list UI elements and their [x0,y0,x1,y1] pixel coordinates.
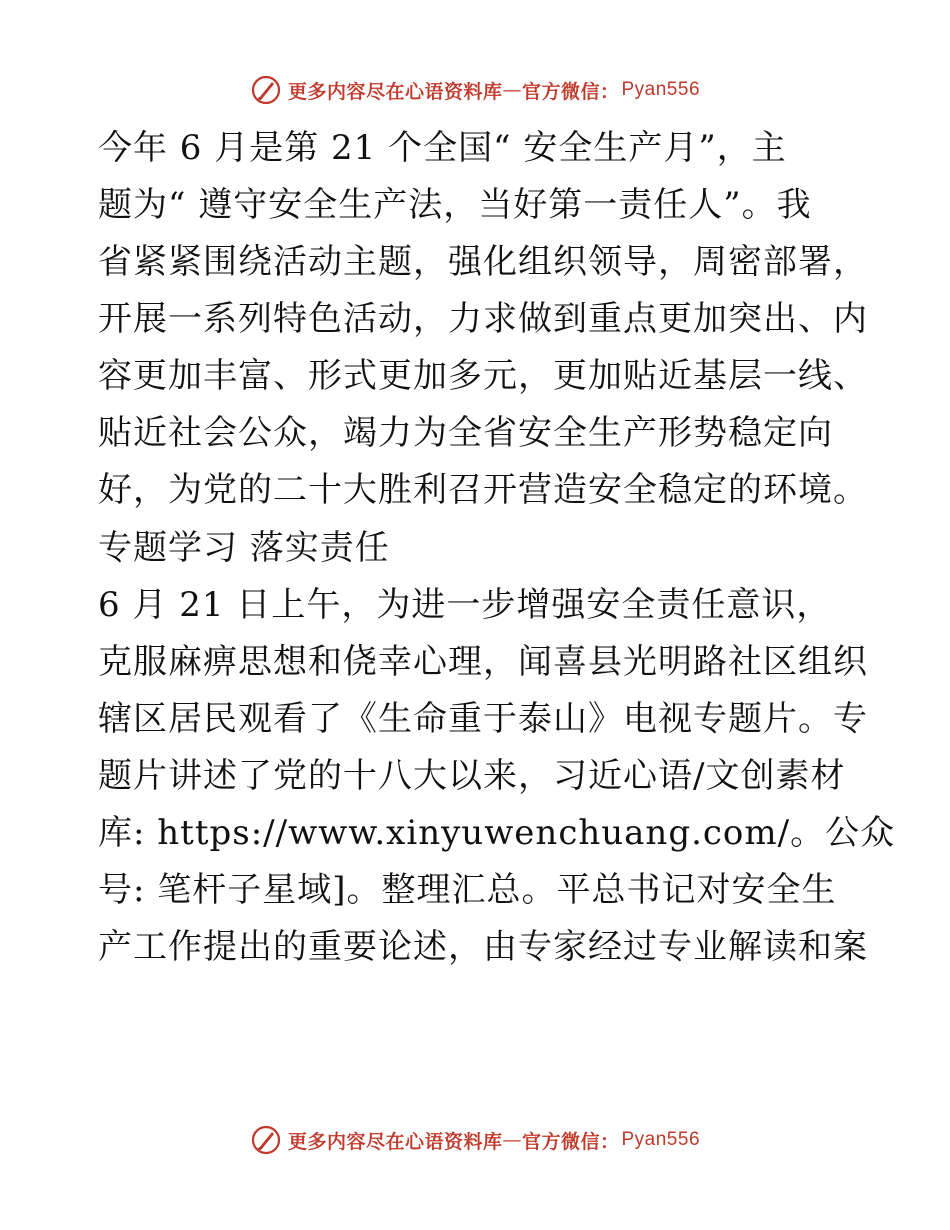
footer-watermark [0,1120,950,1160]
watermark-main-text: 更多内容尽在心语资料库 [287,1130,503,1153]
text-line: 号: 笔杆子星域]。整理汇总。平总书记对安全生 [98,870,837,910]
paragraph-1 [98,120,868,519]
text-line: 克服麻痹思想和侥幸心理，闻喜县光明路社区组织 [98,642,868,682]
watermark-wechat-id: Pyan556 [621,79,701,100]
text-line: 题片讲述了党的十八大以来，习近心语/文创素材 [98,756,846,796]
watermark-separator: — [502,79,522,101]
section-heading: 专题学习 落实责任 [98,528,390,568]
text-line: 好，为党的二十大胜利召开营造安全稳定的环境。 [98,470,868,510]
text-line: 题为“ 遵守安全生产法，当好第一责任人”。我 [98,185,812,225]
paragraph-2 [98,577,896,976]
text-line: 产工作提出的重要论述，由专家经过专业解读和案 [98,927,868,967]
text-line: 库: https://www.xinyuwenchuang.com/。公众 [98,813,896,853]
quill-logo-icon [250,1124,282,1156]
text-line: 贴近社会公众，竭力为全省安全生产形势稳定向 [98,413,833,453]
watermark-main-text: 更多内容尽在心语资料库 [287,80,503,103]
watermark-wechat-id: Pyan556 [621,1129,701,1150]
text-line: 辖区居民观看了《生命重于泰山》电视专题片。专 [98,699,868,739]
document-body [98,120,896,976]
text-line: 今年 6 月是第 21 个全国“ 安全生产月”，主 [98,128,787,168]
watermark-separator: — [502,1129,522,1151]
text-line: 6 月 21 日上午，为进一步增强安全责任意识， [98,585,832,625]
watermark-wechat-label: 官方微信： [521,80,620,103]
header-watermark [0,70,950,110]
text-line: 省紧紧围绕活动主题，强化组织领导，周密部署， [98,242,868,282]
text-line: 容更加丰富、形式更加多元，更加贴近基层一线、 [98,356,868,396]
watermark-wechat-label: 官方微信： [521,1130,620,1153]
quill-logo-icon [250,74,282,106]
text-line: 开展一系列特色活动，力求做到重点更加突出、内 [98,299,868,339]
